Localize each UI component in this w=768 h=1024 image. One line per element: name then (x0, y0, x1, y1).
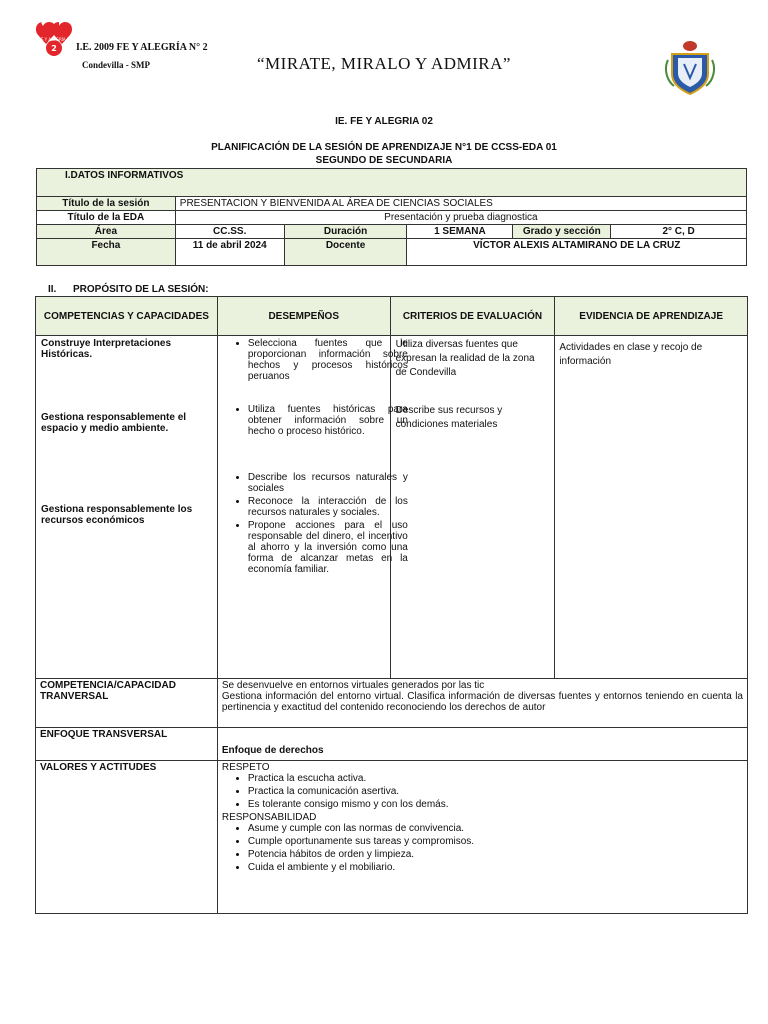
values-group-respect: RESPETO (221, 762, 270, 773)
date-label: Fecha (37, 239, 176, 266)
values-label: VALORES Y ACTITUDES (36, 761, 218, 914)
col-performances: DESEMPEÑOS (217, 297, 390, 336)
info-heading: I.DATOS INFORMATIVOS (37, 169, 747, 197)
grade-value: 2° C, D (611, 225, 747, 239)
transversal-cell (217, 679, 747, 728)
duration-value: 1 SEMANA (407, 225, 513, 239)
svg-text:FE Y ALEGRÍA 2: FE Y ALEGRÍA 2 (38, 37, 70, 42)
performance-item: • Utiliza fuentes históricas para obtener información sobre un hecho o proceso histórico. (248, 404, 408, 437)
session-title-value: PRESENTACION Y BIENVENIDA AL ÁREA DE CIENCIAS SOCIALES (175, 197, 746, 211)
values-group-responsibility: RESPONSABILIDAD (221, 812, 317, 823)
evidence-text: Actividades en clase y recojo de información (559, 342, 703, 367)
competency-2: Gestiona responsablemente el espacio y medio ambiente. (41, 412, 187, 434)
eda-title-value: Presentación y prueba diagnostica (175, 211, 746, 225)
purpose-heading: II. PROPÓSITO DE LA SESIÓN: (48, 284, 209, 295)
performance-item: • Propone acciones para el uso responsable del dinero, el incentivo al ahorro y la inversión como una forma de alcanzar metas en la economía familiar. (248, 520, 408, 575)
competency-1: Construye Interpretaciones Históricas. (41, 338, 172, 360)
eda-title-label: Título de la EDA (37, 211, 176, 225)
value-item: • Asume y cumple con las normas de convivencia. (248, 823, 743, 834)
value-item: • Cuida el ambiente y el mobiliario. (248, 862, 743, 873)
school-location: Condevilla - SMP (82, 60, 151, 70)
date-value: 11 de abril 2024 (175, 239, 284, 266)
col-criteria: CRITERIOS DE EVALUACIÓN (390, 297, 555, 336)
col-competencies: COMPETENCIAS Y CAPACIDADES (36, 297, 218, 336)
info-table (36, 168, 747, 266)
duration-label: Duración (284, 225, 407, 239)
transversal-label: COMPETENCIA/CAPACIDAD TRANVERSAL (36, 679, 218, 728)
school-title: IE. FE Y ALEGRIA 02 (335, 116, 433, 127)
session-title-label: Título de la sesión (37, 197, 176, 211)
school-crest-icon (664, 38, 716, 96)
competency-3: Gestiona responsablemente los recursos económicos (41, 504, 193, 526)
grade-title: SEGUNDO DE SECUNDARIA (315, 155, 453, 166)
purpose-table (35, 296, 748, 914)
values-cell (217, 761, 747, 914)
performance-item: • Describe los recursos naturales y sociales (248, 472, 408, 494)
value-item: • Cumple oportunamente sus tareas y compromisos. (248, 836, 743, 847)
criteria-1: Utiliza diversas fuentes que expresan la realidad de la zona de Condevilla (395, 339, 535, 378)
criteria-2: Describe sus recursos y condiciones materiales (395, 405, 503, 430)
value-item: • Practica la comunicación asertiva. (248, 786, 743, 797)
value-item: • Es tolerante consigo mismo y con los demás. (248, 799, 743, 810)
col-evidence: EVIDENCIA DE APRENDIZAJE (555, 297, 748, 336)
performance-item: • Selecciona fuentes que le proporcionan información sobre hechos y procesos históricos peruanos (248, 338, 408, 382)
school-name: I.E. 2009 FE Y ALEGRÍA N° 2 (76, 42, 208, 53)
competencies-cell (36, 336, 218, 679)
school-logo-hearts-icon (32, 14, 76, 58)
area-value: CC.SS. (175, 225, 284, 239)
area-label: Área (37, 225, 176, 239)
evidence-cell (555, 336, 748, 679)
grade-label: Grado y sección (513, 225, 611, 239)
value-item: • Potencia hábitos de orden y limpieza. (248, 849, 743, 860)
approach-label: ENFOQUE TRANSVERSAL (36, 728, 218, 761)
teacher-value: VÍCTOR ALEXIS ALTAMIRANO DE LA CRUZ (407, 239, 747, 266)
plan-title: PLANIFICACIÓN DE LA SESIÓN DE APRENDIZAJE N°1 DE CCSS-EDA 01 (211, 142, 557, 153)
value-item: • Practica la escucha activa. (248, 773, 743, 784)
transversal-line-1: Se desenvuelve en entornos virtuales generados por las tic (221, 680, 485, 691)
approach-value: Enfoque de derechos (217, 728, 747, 761)
performance-item: • Reconoce la interacción de los recursos naturales y sociales. (248, 496, 408, 518)
performances-cell (217, 336, 408, 679)
transversal-line-2: Gestiona información del entorno virtual. Clasifica información de diversas fuentes y entornos teniendo en cuenta la pertinencia y exactitud del contenido reconociendo los derechos de autor (221, 691, 743, 713)
criteria-cell (390, 336, 555, 679)
teacher-label: Docente (284, 239, 407, 266)
school-motto: “MIRATE, MIRALO Y ADMIRA” (257, 54, 511, 73)
svg-text:2: 2 (51, 44, 57, 53)
